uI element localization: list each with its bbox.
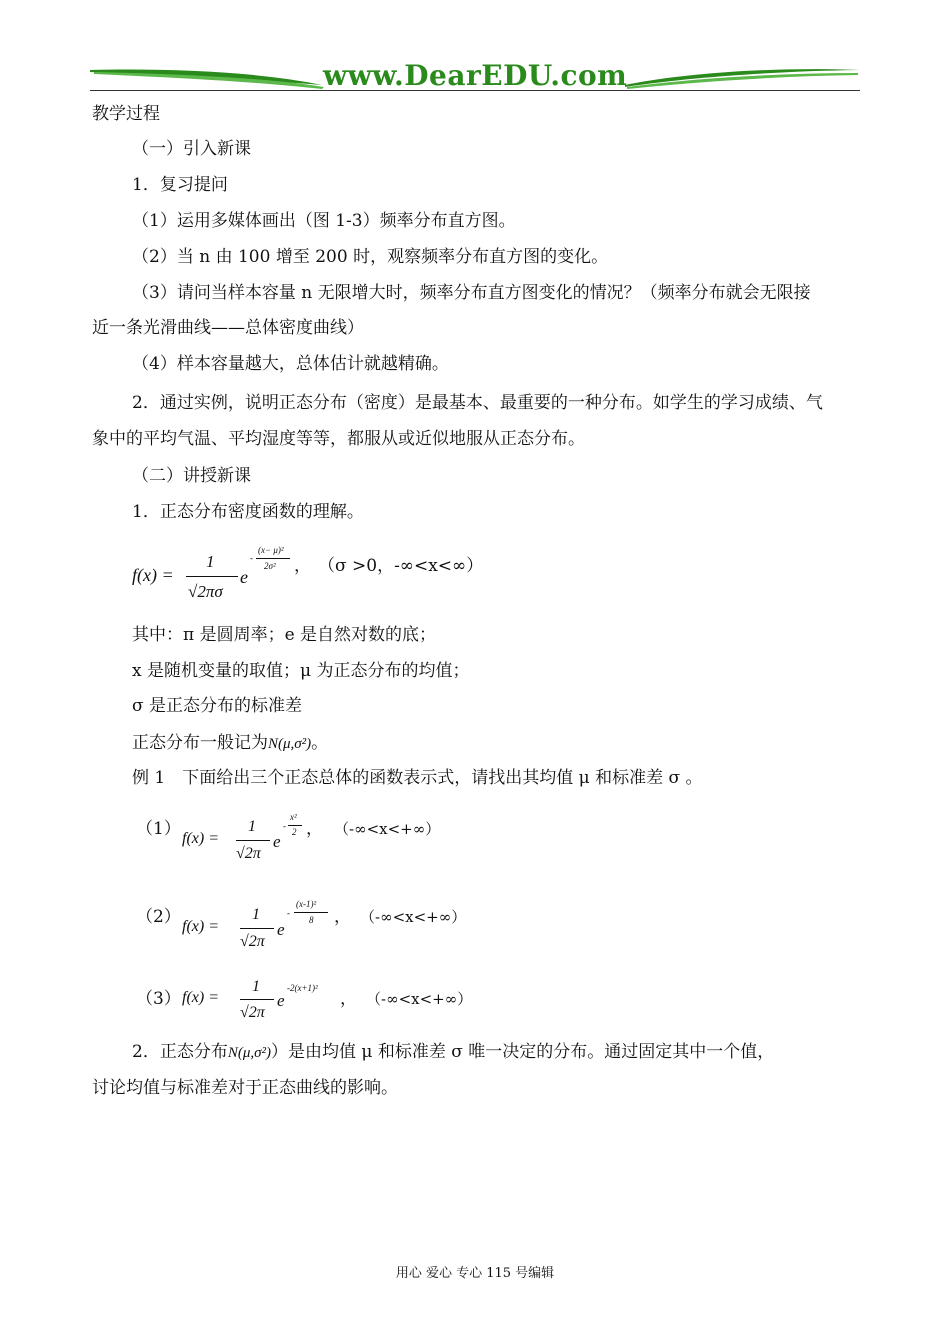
review-item-1: （1）运用多媒体画出（图 1-3）频率分布直方图。 [132, 211, 516, 231]
point2-line [132, 1042, 774, 1063]
example-1-exp-numerator: x² [290, 812, 297, 822]
example-2-exp-numerator: (x-1)² [296, 899, 317, 909]
point2-line2: 象中的平均气温、平均湿度等等，都服从或近似地服从正态分布。 [92, 429, 585, 449]
example-1-base: e [273, 832, 281, 851]
example-2-exp-sign: - [287, 908, 290, 918]
point2-post: ）是由均值 μ 和标准差 σ 唯一决定的分布。通过固定其中一个值， [271, 1042, 775, 1062]
formula-denominator: √2πσ [188, 582, 223, 601]
example-1-label: （1） [136, 819, 181, 839]
formula-lhs: f(x) = [132, 565, 174, 585]
fraction-bar [186, 576, 238, 577]
review-title: 1．复习提问 [132, 175, 228, 195]
point2-line-2: 讨论均值与标准差对于正态曲线的影响。 [92, 1078, 398, 1098]
example-3-domain: （-∞<x<+∞） [366, 990, 473, 1008]
explain-line-2: x 是随机变量的取值；μ 为正态分布的均值； [132, 661, 470, 681]
exponent-denominator: 2σ² [264, 561, 276, 571]
example-2-domain: （-∞<x<+∞） [360, 908, 467, 926]
point2-math: N(μ,σ²) [227, 1045, 271, 1061]
example-3-comma: ， [340, 989, 357, 1009]
example-2-numerator: 1 [252, 906, 260, 923]
example-1-exp-denominator: 2 [292, 827, 297, 837]
review-item-3: （3）请问当样本容量 n 无限增大时，频率分布直方图变化的情况？（频率分布就会无限接 [132, 283, 811, 303]
review-item-4: （4）样本容量越大，总体估计就越精确。 [132, 354, 449, 374]
example-3-label: （3） [136, 989, 181, 1009]
example-1-exp-bar [288, 825, 302, 826]
example-2-lhs: f(x) = [182, 918, 219, 935]
example-3-lhs: f(x) = [182, 989, 219, 1006]
example-1-domain: （-∞<x<+∞） [334, 820, 441, 838]
notation-pre: 正态分布一般记为 [132, 733, 268, 753]
sub1-title: 1．正态分布密度函数的理解。 [132, 502, 364, 522]
example-1-comma: ， [306, 819, 323, 839]
formula-domain: （σ >0，-∞<x<∞） [318, 556, 484, 576]
notation-line [132, 733, 328, 754]
review-item-2: （2）当 n 由 100 增至 200 时，观察频率分布直方图的变化。 [132, 247, 609, 267]
formula-numerator: 1 [206, 552, 215, 571]
example-title: 例 1 下面给出三个正态总体的函数表示式，请找出其均值 μ 和标准差 σ 。 [132, 768, 703, 788]
example-1-denominator: √2π [236, 845, 261, 862]
review-item-3-cont: 近一条光滑曲线——总体密度曲线） [92, 318, 364, 338]
example-1-fraction-bar [236, 840, 270, 841]
example-3-base: e [277, 991, 285, 1010]
explain-line-3: σ 是正态分布的标准差 [132, 696, 303, 716]
page-footer: 用心 爱心 专心 115 号编辑 [395, 1266, 555, 1281]
explain-line-1: 其中：π 是圆周率；e 是自然对数的底； [132, 625, 437, 645]
exponent-numerator: (x− μ)² [258, 545, 284, 555]
example-1-lhs: f(x) = [182, 830, 219, 847]
part2-heading: （二）讲授新课 [132, 466, 251, 486]
example-2-exp-denominator: 8 [309, 915, 314, 925]
notation-post: 。 [311, 733, 329, 753]
part1-heading: （一）引入新课 [132, 139, 251, 159]
example-2-label: （2） [136, 907, 181, 927]
example-2-base: e [277, 920, 285, 939]
example-3-fraction-bar [240, 999, 274, 1000]
exponent-sign: - [250, 553, 253, 563]
site-logo-text: www.DearEDU.com [323, 59, 628, 92]
point2-line1: 2．通过实例，说明正态分布（密度）是最基本、最重要的一种分布。如学生的学习成绩、气 [132, 393, 823, 413]
example-2-comma: ， [334, 907, 351, 927]
formula-base: e [240, 567, 248, 587]
formula-comma: ， [294, 556, 311, 576]
example-3-exponent: -2(x+1)² [287, 983, 318, 993]
example-3-denominator: √2π [240, 1004, 265, 1021]
example-1-numerator: 1 [248, 818, 256, 835]
point2-pre: 2．正态分布 [132, 1042, 228, 1062]
header-rule [90, 90, 860, 91]
example-2-exp-bar [294, 912, 328, 913]
example-2-fraction-bar [240, 928, 274, 929]
example-2-denominator: √2π [240, 933, 265, 950]
example-1-exp-sign: - [283, 821, 286, 831]
exponent-bar [256, 558, 290, 559]
notation-math: N(μ,σ²) [268, 736, 312, 752]
section-title: 教学过程 [92, 104, 160, 124]
example-3-numerator: 1 [252, 978, 260, 995]
